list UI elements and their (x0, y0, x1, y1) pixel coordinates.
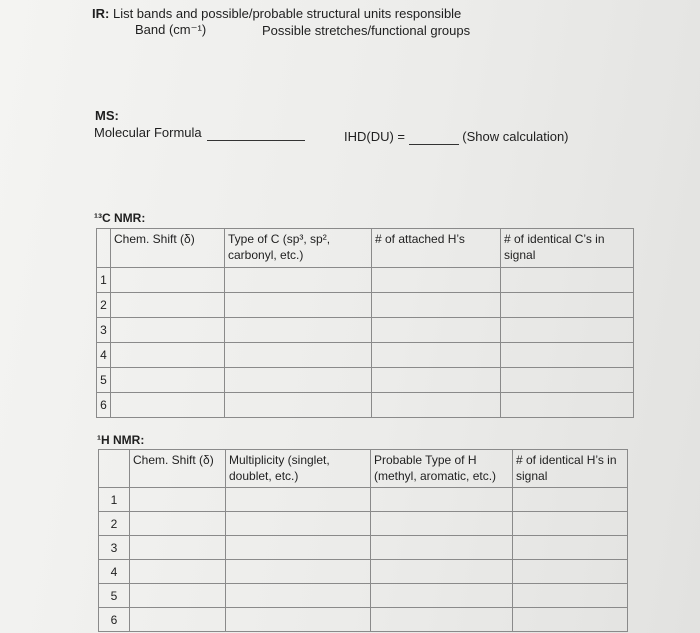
h1-header-type-of-h: Probable Type of H (methyl, aromatic, etc.) (371, 450, 513, 488)
ms-formula-blank[interactable] (207, 125, 305, 141)
c13-cell-chem-shift[interactable] (111, 368, 225, 393)
h1-nmr-table (98, 449, 628, 632)
c13-cell-chem-shift[interactable] (111, 318, 225, 343)
table-row (97, 293, 634, 318)
h1-row-number: 3 (99, 536, 130, 560)
c13-cell-attached-h[interactable] (372, 293, 501, 318)
c13-nmr-title: ¹³C NMR: (94, 211, 146, 225)
c13-cell-type[interactable] (225, 293, 372, 318)
h1-cell-chem-shift[interactable] (130, 584, 226, 608)
ms-formula-label: Molecular Formula (94, 125, 202, 140)
ms-formula-row (94, 125, 305, 141)
c13-cell-type[interactable] (225, 393, 372, 418)
h1-cell-type[interactable] (371, 488, 513, 512)
c13-cell-attached-h[interactable] (372, 368, 501, 393)
h1-header-row (99, 450, 628, 488)
c13-header-row (97, 229, 634, 268)
c13-cell-chem-shift[interactable] (111, 268, 225, 293)
ir-section-heading (92, 6, 461, 21)
ir-label: IR: (92, 6, 110, 21)
h1-header-chem-shift: Chem. Shift (δ) (130, 450, 226, 488)
c13-cell-type[interactable] (225, 268, 372, 293)
ms-show-calc: (Show calculation) (462, 129, 569, 144)
c13-cell-attached-h[interactable] (372, 318, 501, 343)
c13-header-identical-c: # of identical C’s in signal (501, 229, 634, 268)
c13-nmr-table (96, 228, 634, 418)
h1-cell-type[interactable] (371, 584, 513, 608)
c13-cell-identical-c[interactable] (501, 318, 634, 343)
h1-header-multiplicity: Multiplicity (singlet, doublet, etc.) (226, 450, 371, 488)
table-row (99, 536, 628, 560)
h1-cell-multiplicity[interactable] (226, 584, 371, 608)
c13-cell-attached-h[interactable] (372, 343, 501, 368)
h1-cell-multiplicity[interactable] (226, 512, 371, 536)
c13-row-number: 5 (97, 368, 111, 393)
c13-cell-type[interactable] (225, 343, 372, 368)
ir-groups-column-label: Possible stretches/functional groups (262, 23, 471, 38)
c13-header-attached-h: # of attached H’s (372, 229, 501, 268)
c13-row-number: 4 (97, 343, 111, 368)
h1-cell-identical-h[interactable] (513, 584, 628, 608)
h1-row-number: 6 (99, 608, 130, 632)
table-row (99, 488, 628, 512)
c13-cell-identical-c[interactable] (501, 293, 634, 318)
c13-cell-chem-shift[interactable] (111, 393, 225, 418)
ms-ihd-blank[interactable] (409, 129, 459, 145)
c13-cell-chem-shift[interactable] (111, 343, 225, 368)
c13-cell-type[interactable] (225, 318, 372, 343)
c13-row-number: 6 (97, 393, 111, 418)
table-row (99, 560, 628, 584)
h1-nmr-title: ¹H NMR: (97, 433, 145, 447)
h1-cell-type[interactable] (371, 536, 513, 560)
c13-cell-chem-shift[interactable] (111, 293, 225, 318)
h1-cell-identical-h[interactable] (513, 512, 628, 536)
h1-row-number: 5 (99, 584, 130, 608)
table-row (97, 318, 634, 343)
table-row (97, 368, 634, 393)
h1-cell-chem-shift[interactable] (130, 536, 226, 560)
ir-band-column-label: Band (cm⁻¹) (135, 22, 207, 37)
ms-label: MS: (95, 108, 119, 123)
h1-cell-multiplicity[interactable] (226, 560, 371, 584)
h1-cell-identical-h[interactable] (513, 536, 628, 560)
h1-cell-type[interactable] (371, 608, 513, 632)
table-row (97, 268, 634, 293)
h1-cell-identical-h[interactable] (513, 488, 628, 512)
c13-cell-identical-c[interactable] (501, 393, 634, 418)
h1-cell-identical-h[interactable] (513, 560, 628, 584)
h1-cell-type[interactable] (371, 560, 513, 584)
table-row (97, 343, 634, 368)
table-row (99, 512, 628, 536)
c13-cell-identical-c[interactable] (501, 343, 634, 368)
h1-header-identical-h: # of identical H’s in signal (513, 450, 628, 488)
c13-cell-attached-h[interactable] (372, 393, 501, 418)
h1-row-number: 2 (99, 512, 130, 536)
h1-cell-multiplicity[interactable] (226, 488, 371, 512)
h1-cell-chem-shift[interactable] (130, 512, 226, 536)
table-row (99, 608, 628, 632)
h1-cell-multiplicity[interactable] (226, 536, 371, 560)
h1-cell-chem-shift[interactable] (130, 608, 226, 632)
ms-ihd-label: IHD(DU) = (344, 129, 406, 144)
c13-cell-attached-h[interactable] (372, 268, 501, 293)
h1-cell-chem-shift[interactable] (130, 560, 226, 584)
h1-cell-multiplicity[interactable] (226, 608, 371, 632)
h1-cell-type[interactable] (371, 512, 513, 536)
h1-row-number: 4 (99, 560, 130, 584)
c13-cell-identical-c[interactable] (501, 268, 634, 293)
c13-header-type-of-c: Type of C (sp³, sp², carbonyl, etc.) (225, 229, 372, 268)
h1-cell-chem-shift[interactable] (130, 488, 226, 512)
h1-row-number-header (99, 450, 130, 488)
h1-row-number: 1 (99, 488, 130, 512)
c13-row-number: 2 (97, 293, 111, 318)
ms-ihd-row (344, 129, 569, 145)
c13-cell-identical-c[interactable] (501, 368, 634, 393)
c13-row-number-header (97, 229, 111, 268)
h1-cell-identical-h[interactable] (513, 608, 628, 632)
c13-row-number: 3 (97, 318, 111, 343)
table-row (97, 393, 634, 418)
ir-instruction: List bands and possible/probable structural units responsible (112, 6, 462, 21)
c13-cell-type[interactable] (225, 368, 372, 393)
c13-header-chem-shift: Chem. Shift (δ) (111, 229, 225, 268)
c13-row-number: 1 (97, 268, 111, 293)
table-row (99, 584, 628, 608)
